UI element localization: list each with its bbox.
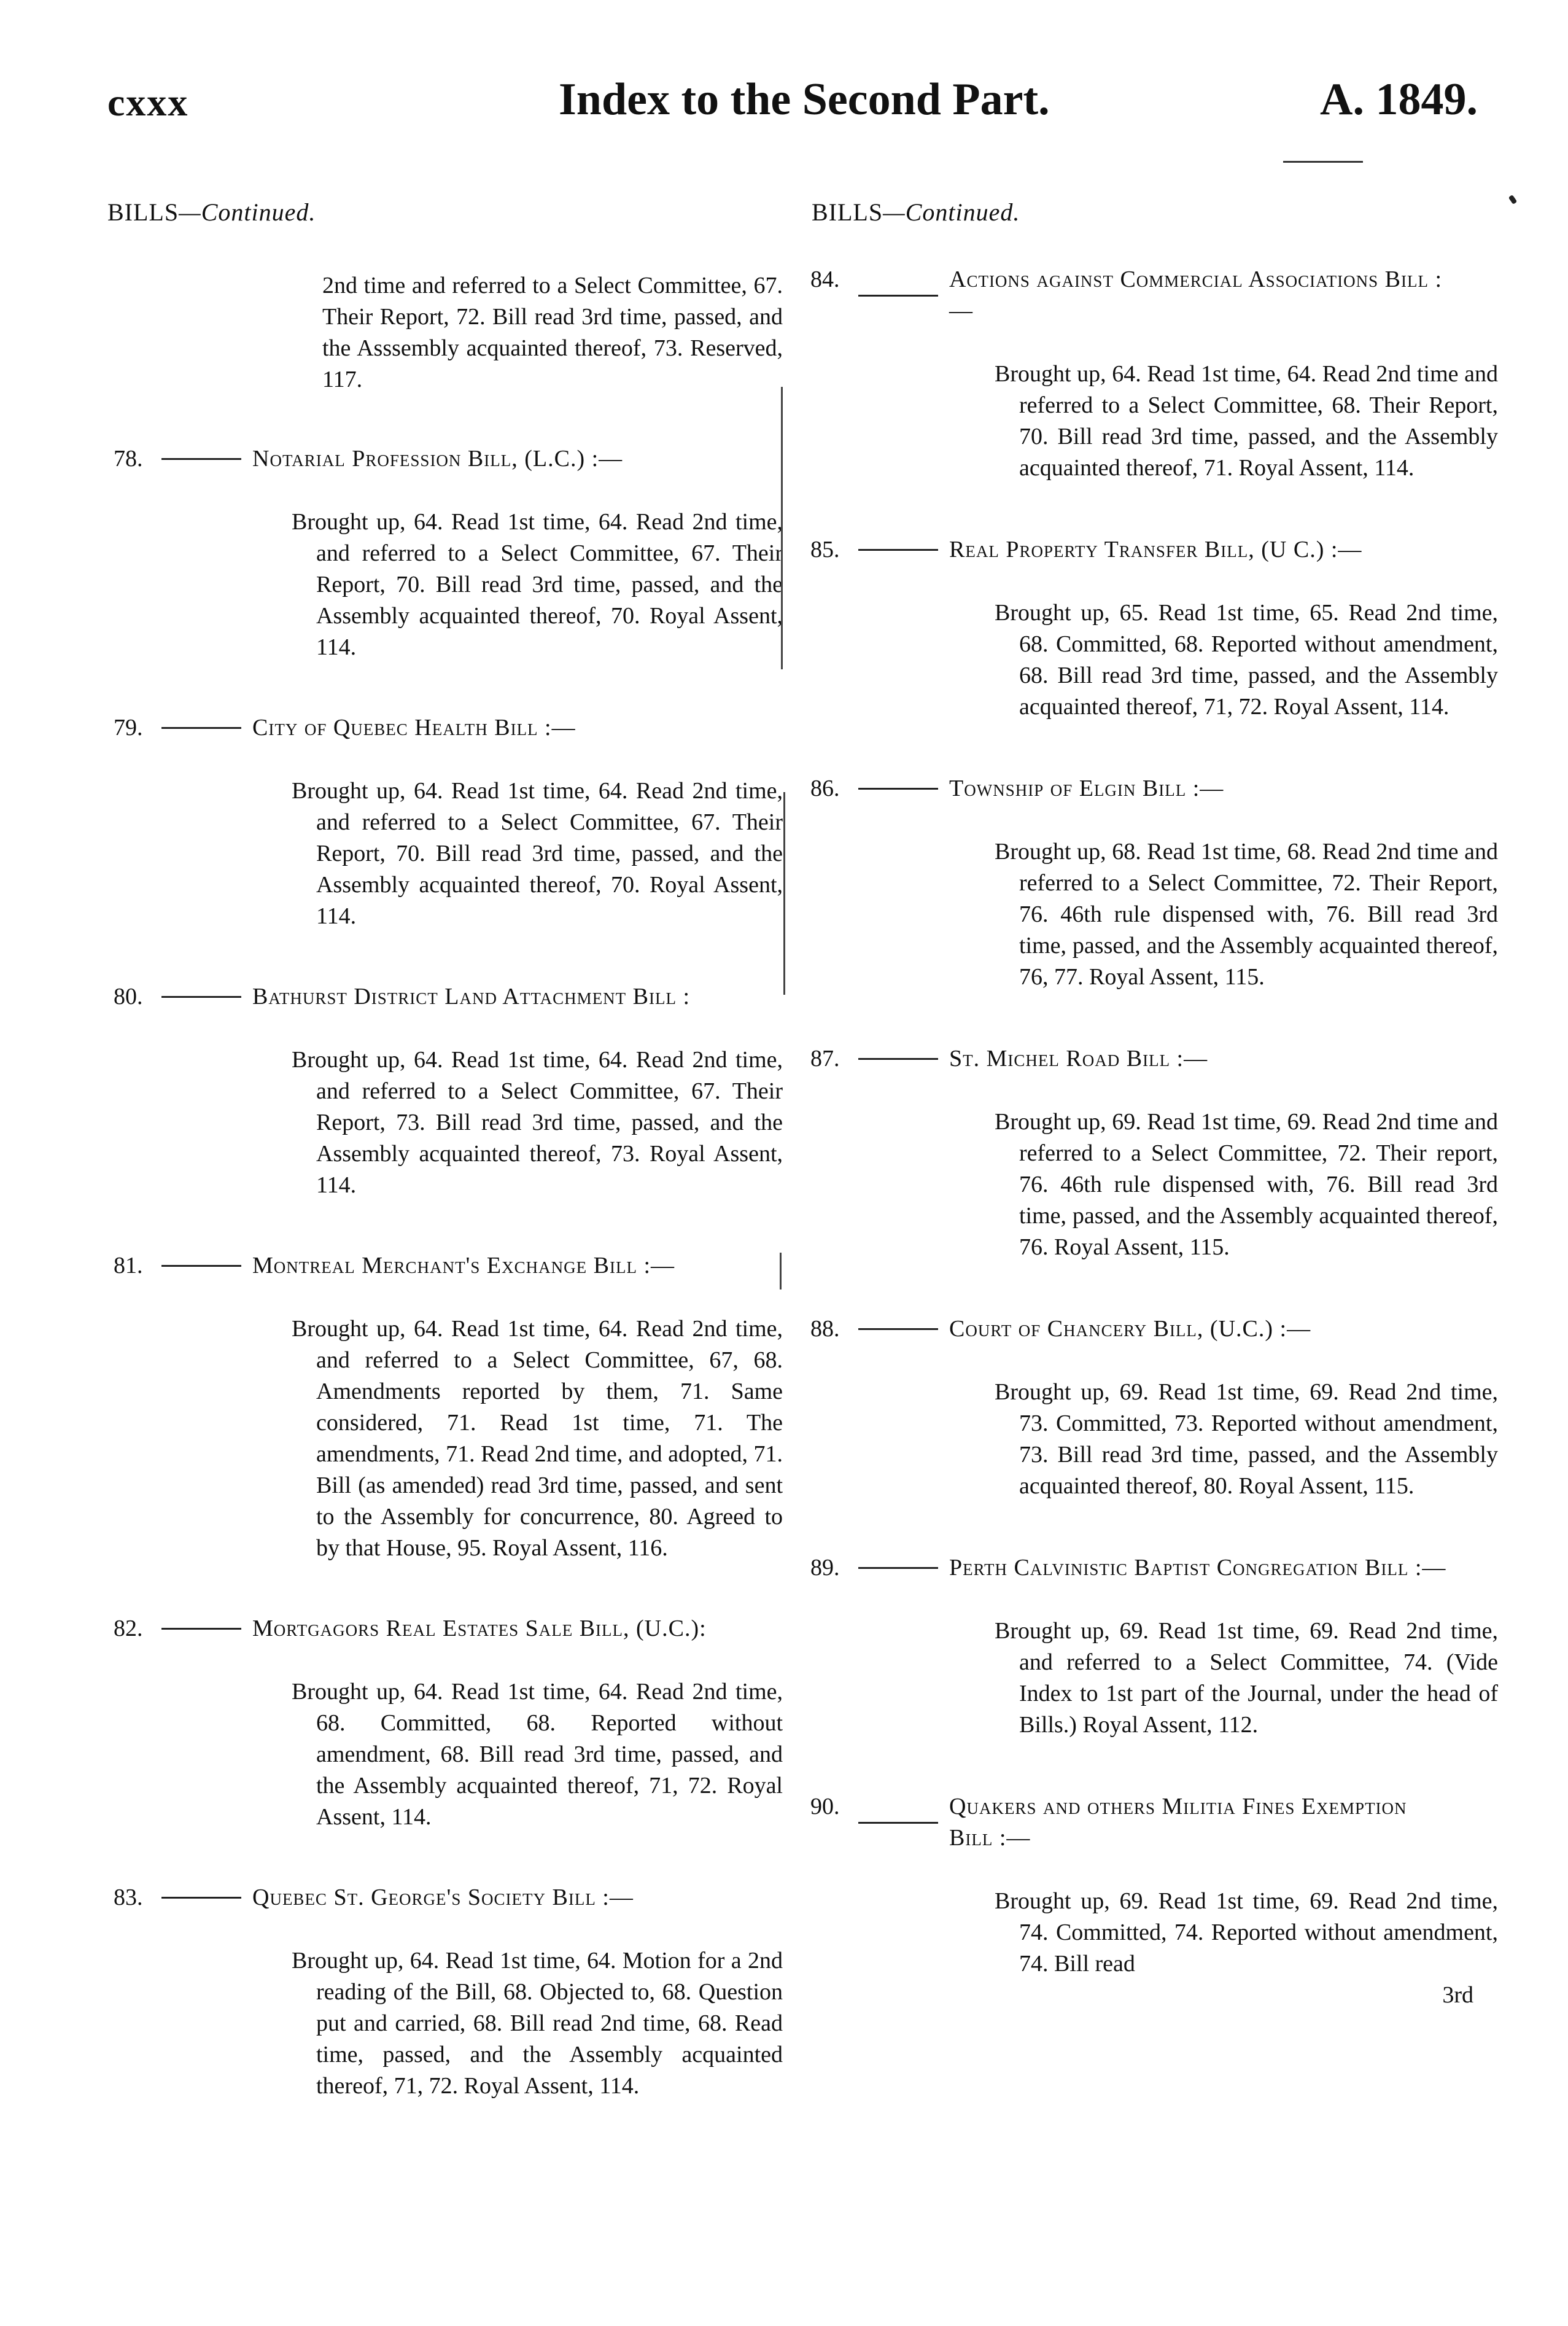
entry-head bbox=[810, 773, 1473, 804]
left-heading-text: BILLS bbox=[107, 198, 179, 226]
right-heading-suffix: —Continued. bbox=[883, 198, 1020, 226]
entry-number: 79. bbox=[114, 715, 143, 741]
entry-text: Brought up, 64. Read 1st time, 64. Read 2nd time and referred to a Select Committee, 68. Their Report, 70. Bill read 3rd time, passed, and the Assembly acquainted thereof, 71. Royal Assent, 114. bbox=[995, 361, 1498, 481]
entry-dash bbox=[858, 788, 938, 790]
entry-title: City of Quebec Health Bill :— bbox=[252, 715, 576, 741]
entry-title: Bathurst District Land Attachment Bill : bbox=[252, 984, 691, 1009]
entry-title: Notarial Profession Bill, (L.C.) :— bbox=[252, 446, 623, 472]
entry-title: Real Property Transfer Bill, (U C.) :— bbox=[949, 537, 1362, 562]
page-folio: cxxx bbox=[107, 80, 189, 124]
header-rule bbox=[1283, 161, 1363, 163]
entry-text: Brought up, 69. Read 1st time, 69. Read 2nd time, 74. Committed, 74. Reported without amendment, 74. Bill read bbox=[995, 1888, 1498, 1977]
entry-title: Perth Calvinistic Baptist Congregation Bill :— bbox=[949, 1555, 1446, 1581]
left-column bbox=[114, 270, 783, 2102]
left-column-heading bbox=[107, 198, 316, 227]
entry-head bbox=[810, 264, 1473, 327]
entry-number: 87. bbox=[810, 1046, 840, 1072]
entry-head bbox=[114, 712, 777, 744]
entry-dash bbox=[161, 458, 241, 460]
right-column bbox=[810, 264, 1498, 2011]
entry-number: 84. bbox=[810, 266, 840, 292]
entry-number: 81. bbox=[114, 1253, 143, 1278]
entry-text: Brought up, 64. Read 1st time, 64. Motion for a 2nd reading of the Bill, 68. Objected to, 68. Question put and carried, 68. Bill read 2nd time, 68. Read time, passed, and the Assembly acquainted thereof, 71, 72. Royal Assent, 114. bbox=[292, 1948, 783, 2099]
entry-title: St. Michel Road Bill :— bbox=[949, 1046, 1208, 1072]
entry-head bbox=[114, 1250, 777, 1282]
entry-title: Mortgagors Real Estates Sale Bill, (U.C.): bbox=[252, 1616, 707, 1641]
entry-number: 83. bbox=[114, 1885, 143, 1910]
bill-entry bbox=[810, 1313, 1498, 1502]
entry-head bbox=[810, 1552, 1473, 1584]
bill-entry bbox=[810, 1043, 1498, 1263]
bill-entry bbox=[114, 443, 783, 663]
bill-entry bbox=[810, 1791, 1498, 2011]
bill-entry bbox=[810, 534, 1498, 723]
entry-text: Brought up, 64. Read 1st time, 64. Read 2nd time, 68. Committed, 68. Reported without amendment, 68. Bill read 3rd time, passed, and the Assembly acquainted thereof, 71, 72. Royal Assent, 114. bbox=[292, 1679, 783, 1830]
entry-number: 86. bbox=[810, 776, 840, 801]
entry-head bbox=[114, 443, 777, 475]
entry-dash bbox=[161, 996, 241, 998]
entry-number: 88. bbox=[810, 1316, 840, 1342]
entry-text: Brought up, 68. Read 1st time, 68. Read 2nd time and referred to a Select Committee, 72. Their Report, 76. 46th rule dispensed with, 76. Bill read 3rd time, passed, and the Assembly acquainted thereof, 76, 77. Royal Assent, 115. bbox=[995, 839, 1498, 990]
right-heading-text: BILLS bbox=[812, 198, 883, 226]
entry-text: Brought up, 69. Read 1st time, 69. Read 2nd time, 73. Committed, 73. Reported without amendment, 73. Bill read 3rd time, passed, and the Assembly acquainted thereof, 80. Royal Assent, 115. bbox=[995, 1379, 1498, 1499]
entry-dash bbox=[858, 295, 938, 297]
entry-head bbox=[810, 534, 1473, 566]
bill-entry bbox=[810, 264, 1498, 484]
entry-number: 89. bbox=[810, 1555, 840, 1581]
bill-entry bbox=[114, 1613, 783, 1833]
ink-mark bbox=[1508, 195, 1518, 204]
entry-text: Brought up, 64. Read 1st time, 64. Read 2nd time, and referred to a Select Committee, 67, 68. Amendments reported by them, 71. Same considered, 71. Read 1st time, 71. The amendments, 71. Read 2nd time, and adopted, 71. Bill (as amended) read 3rd time, passed, and sent to the Assembly for concurrence, 80. Agreed to by that House, 95. Royal Assent, 116. bbox=[292, 1316, 783, 1561]
entry-head bbox=[114, 981, 777, 1013]
entry-head bbox=[810, 1791, 1473, 1854]
entry-title: Actions against Commercial Associations Bill :— bbox=[949, 266, 1443, 324]
bill-entry bbox=[114, 712, 783, 932]
entry-head bbox=[114, 1613, 777, 1644]
bill-entry bbox=[810, 773, 1498, 993]
bill-entry bbox=[114, 1882, 783, 2102]
entry-text: Brought up, 64. Read 1st time, 64. Read 2nd time, and referred to a Select Committee, 67. Their Report, 70. Bill read 3rd time, passed, and the Assembly acquainted thereof, 70. Royal Assent, 114. bbox=[292, 509, 783, 660]
bill-entry bbox=[114, 1250, 783, 1564]
entry-text: Brought up, 64. Read 1st time, 64. Read 2nd time, and referred to a Select Committee, 67. Their Report, 70. Bill read 3rd time, passed, and the Assembly acquainted thereof, 70. Royal Assent, 114. bbox=[292, 778, 783, 929]
page-title: Index to the Second Part. bbox=[559, 74, 1050, 125]
bill-entry bbox=[114, 981, 783, 1201]
catchword: 3rd bbox=[1442, 1982, 1473, 2008]
entry-dash bbox=[161, 727, 241, 729]
entry-number: 82. bbox=[114, 1616, 143, 1641]
entry-dash bbox=[161, 1265, 241, 1267]
entry-number: 85. bbox=[810, 537, 840, 562]
entry-title: Court of Chancery Bill, (U.C.) :— bbox=[949, 1316, 1311, 1342]
entry-dash bbox=[161, 1897, 241, 1899]
entry-dash bbox=[161, 1628, 241, 1630]
entry-title: Township of Elgin Bill :— bbox=[949, 776, 1224, 801]
entry-head bbox=[114, 1882, 777, 1913]
entry-dash bbox=[858, 1567, 938, 1569]
margin-rule bbox=[781, 387, 783, 669]
margin-rule bbox=[780, 1253, 782, 1289]
entry-head bbox=[810, 1313, 1473, 1345]
entry-title: Quebec St. George's Society Bill :— bbox=[252, 1885, 634, 1910]
entry-text: Brought up, 69. Read 1st time, 69. Read 2nd time and referred to a Select Committee, 72. Their report, 76. 46th rule dispensed with, 76. Bill read 3rd time, passed, and the Assembly acquainted thereof, 76. Royal Assent, 115. bbox=[995, 1109, 1498, 1260]
entry-number: 78. bbox=[114, 446, 143, 472]
entry-dash bbox=[858, 1328, 938, 1330]
margin-rule bbox=[783, 792, 785, 995]
entry-number: 90. bbox=[810, 1794, 840, 1819]
entry-dash bbox=[858, 1822, 938, 1824]
entry-text: Brought up, 65. Read 1st time, 65. Read 2nd time, 68. Committed, 68. Reported without amendment, 68. Bill read 3rd time, passed, and the Assembly acquainted thereof, 71, 72. Royal Assent, 114. bbox=[995, 600, 1498, 720]
entry-dash bbox=[858, 549, 938, 551]
page-year: A. 1849. bbox=[1320, 74, 1478, 125]
entry-number: 80. bbox=[114, 984, 143, 1009]
bill-entry bbox=[810, 1552, 1498, 1741]
entry-title: Montreal Merchant's Exchange Bill :— bbox=[252, 1253, 675, 1278]
entry-text: Brought up, 69. Read 1st time, 69. Read 2nd time, and referred to a Select Committee, 74. (Vide Index to 1st part of the Journal, under the head of Bills.) Royal Assent, 112. bbox=[995, 1618, 1498, 1738]
continuation-text: 2nd time and referred to a Select Committee, 67. Their Report, 72. Bill read 3rd time, passed, and the Asssembly acquainted thereof, 73. Reserved, 117. bbox=[322, 273, 783, 392]
entry-dash bbox=[858, 1058, 938, 1060]
entry-title: Quakers and others Militia Fines Exemption Bill :— bbox=[949, 1794, 1407, 1851]
entry-text: Brought up, 64. Read 1st time, 64. Read 2nd time, and referred to a Select Committee, 67. Their Report, 73. Bill read 3rd time, passed, and the Assembly acquainted thereof, 73. Royal Assent, 114. bbox=[292, 1047, 783, 1198]
right-column-heading bbox=[812, 198, 1020, 227]
left-heading-suffix: —Continued. bbox=[179, 198, 316, 226]
entry-head bbox=[810, 1043, 1473, 1075]
